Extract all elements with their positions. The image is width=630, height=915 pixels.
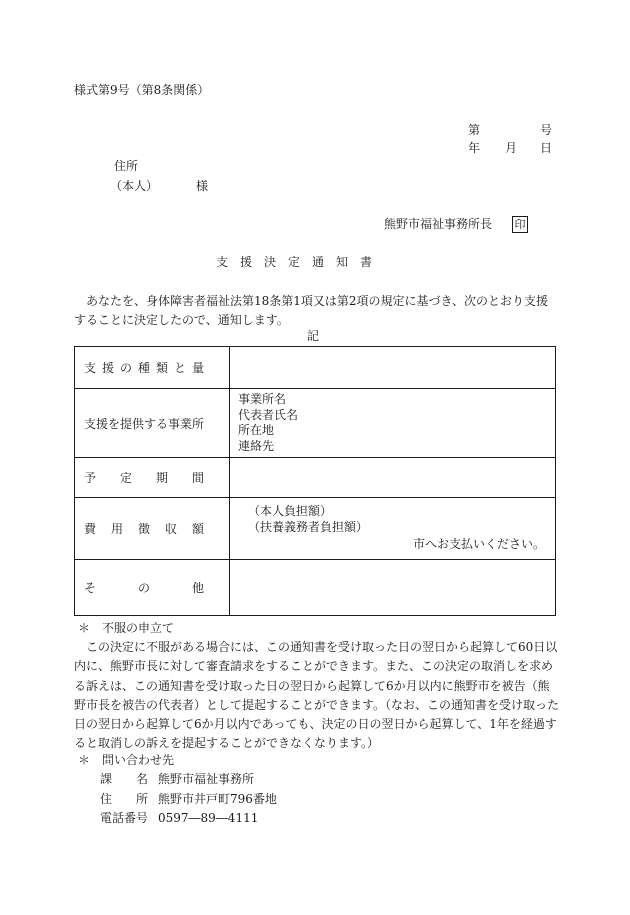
date-day: 日 — [540, 141, 553, 155]
inquiry-key-phone: 電話番号 — [100, 811, 149, 825]
inquiry-row-section — [100, 773, 254, 785]
form-number: 様式第9号（第8条関係） — [74, 83, 210, 97]
official-seal: 印 — [512, 216, 528, 233]
recipient-honorific: 様 — [196, 179, 209, 193]
objection-paragraph — [74, 638, 560, 754]
fee-guardian-label: （扶養義務者負担額） — [248, 519, 369, 534]
fee-payment-note: 市へお支払いください。 — [412, 537, 545, 552]
provider-name-label: 事業所名 — [238, 392, 287, 406]
objection-text: この決定に不服がある場合には、この通知書を受け取った日の翌日から起算して60日以内に、熊野市長に対して審査請求をすることができます。また、この決定の取消しを求める訴えは、この通知書を受け取った日の翌日から起算して6か月以内に熊野市を被告（熊野市長を被告の代表者）として提起することができます。（なお、この通知書を受け取った日の翌日から起算して6か月以内であっても、決定の日の翌日から起算して、1年を経過すると取消しの訴えを提起することができなくなります。） — [74, 640, 560, 751]
inquiry-key-section: 課名 — [100, 772, 148, 786]
inquiry-heading: ＊ 問い合わせ先 — [78, 753, 175, 767]
inquiry-value-section: 熊野市福祉事務所 — [158, 772, 255, 786]
intro-text: あなたを、身体障害者福祉法第18条第1項又は第2項の規定に基づき、次のとおり支援することに決定したので、通知します。 — [74, 294, 549, 327]
recipient-person-label: （本人） — [110, 179, 159, 193]
ki-label: 記 — [307, 329, 320, 343]
doc-number-go: 号 — [540, 123, 553, 137]
doc-number-dai: 第 — [468, 123, 481, 137]
provider-contact-label: 連絡先 — [238, 438, 275, 453]
inquiry-value-phone: 0597―89―4111 — [158, 811, 259, 825]
inquiry-row-address — [100, 793, 277, 805]
table-row — [75, 560, 556, 616]
provider-address-label: 所在地 — [238, 423, 275, 437]
table-row — [75, 458, 556, 498]
inquiry-value-address: 熊野市井戸町796番地 — [158, 792, 277, 806]
recipient-address-label: 住所 — [114, 159, 139, 173]
row-label-support-type: 支援の種類と量 — [84, 361, 204, 375]
row-value-fee — [230, 498, 556, 560]
inquiry-row-phone — [100, 812, 258, 824]
fee-self-label: （本人負担額） — [248, 504, 333, 519]
provider-representative-label: 代表者氏名 — [238, 407, 299, 422]
document-title: 支 援 決 定 通 知 書 — [216, 255, 373, 269]
row-value-provider — [230, 389, 556, 458]
inquiry-key-address: 住所 — [100, 792, 148, 806]
row-value-period — [230, 458, 556, 498]
table-row — [75, 389, 556, 458]
issuer-name: 熊野市福祉事務所長 — [384, 217, 493, 231]
intro-paragraph — [74, 292, 560, 329]
row-label-other: その他 — [84, 581, 204, 595]
date-year: 年 — [468, 141, 481, 155]
row-label-fee: 費用徴収額 — [84, 522, 204, 536]
table-row — [75, 347, 556, 389]
decision-table — [74, 346, 556, 616]
row-value-other — [230, 560, 556, 616]
table-row — [75, 498, 556, 560]
row-value-support-type — [230, 347, 556, 389]
date-month: 月 — [505, 141, 518, 155]
objection-heading: ＊ 不服の申立て — [78, 621, 175, 635]
row-label-period: 予定期間 — [84, 471, 204, 485]
row-label-provider: 支援を提供する事業所 — [84, 416, 205, 431]
